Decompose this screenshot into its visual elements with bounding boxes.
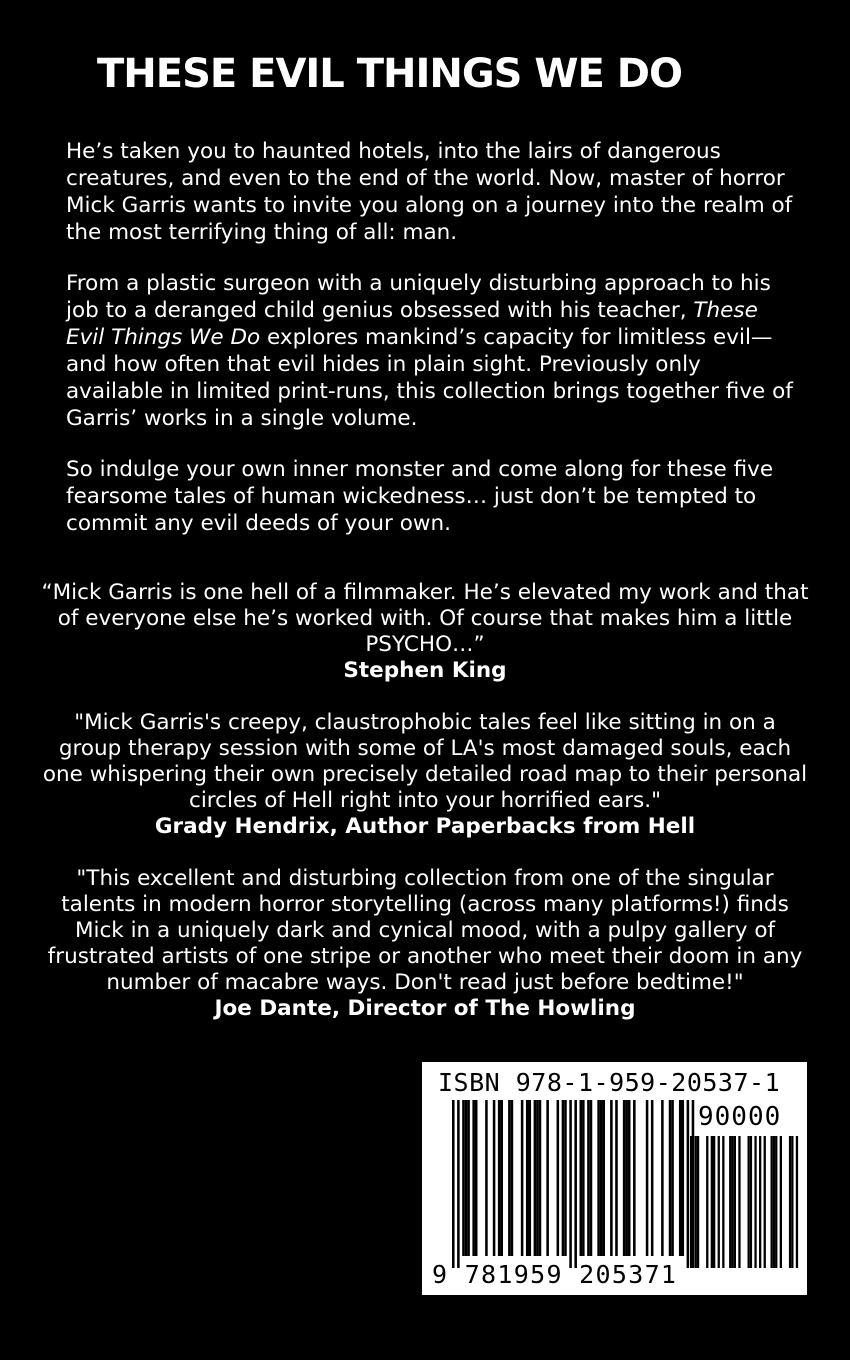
barcode-bar [623,1100,626,1256]
barcode-bar [625,1100,628,1256]
addon-bar [711,1136,713,1268]
barcode-bar [498,1100,501,1256]
book-title: THESE EVIL THINGS WE DO [97,51,682,97]
price-addon-label: 90000 [698,1102,782,1132]
addon-bar [731,1136,733,1268]
barcode-bar [580,1100,583,1256]
barcode-bar [557,1100,560,1256]
barcode-bar [511,1100,514,1256]
book-blurb [66,138,796,561]
barcode-bar [564,1100,567,1256]
barcode-bar [628,1100,631,1256]
blurb-paragraph-3: So indulge your own inner monster and come along for these five fearsome tales of human wickedness… just don’t be tempted to commit any evil deeds of your own. [66,457,774,536]
barcode-bar [610,1100,613,1256]
barcode-bar [671,1100,674,1256]
addon-bar [773,1136,775,1268]
barcode-bar [452,1100,455,1268]
barcode-bar [590,1100,593,1256]
barcode-bar [669,1100,672,1256]
addon-bar [759,1136,761,1268]
addon-bar [695,1136,697,1268]
barcode-bar [536,1100,539,1256]
barcode-bar [472,1100,475,1256]
addon-bar [718,1136,720,1268]
addon-bar [697,1136,699,1268]
barcode-bar [646,1100,649,1256]
addon-bar [729,1136,731,1268]
barcode-bar [602,1100,605,1256]
addon-bar [789,1136,791,1268]
barcode-bar [526,1100,529,1256]
addon-bar [750,1136,752,1268]
addon-bar [791,1136,793,1268]
barcode-bar [493,1100,496,1256]
barcode-bar [597,1100,600,1256]
blurb-p2-rest: explores mankind’s capacity for limitless evil—and how often that evil hides in plain sight. Previously only available in limited print-runs, this collection brings together five of Garris’ works in a single volume. [66,325,793,431]
barcode-bar [500,1100,503,1256]
addon-bar [748,1136,750,1268]
barcode-bar [508,1100,511,1256]
addon-bar [706,1136,708,1268]
addon-bar [738,1136,740,1268]
addon-bar [764,1136,766,1268]
addon-bar [780,1136,782,1268]
quote-text: “Mick Garris is one hell of a filmmaker. He’s elevated my work and that of everyone else he’s worked with. Of course that makes him a little PSYCHO…” [41,580,809,657]
barcode-bar [521,1100,524,1256]
barcode-bar [582,1100,585,1256]
addon-bar [775,1136,777,1268]
quote-text: "Mick Garris's creepy, claustrophobic tales feel like sitting in on a group therapy session with some of LA's most damaged souls, each one whispering their own precisely detailed road map to their personal circles of Hell right into your horrified ears." [42,710,808,813]
addon-bar [713,1136,715,1268]
barcode-bar [485,1100,488,1256]
barcode-bar [600,1100,603,1256]
blurb-paragraph-2 [66,270,796,432]
review-quotes [40,580,810,1048]
barcode-bar [467,1100,470,1256]
quote-text: "This excellent and disturbing collection from one of the singular talents in modern horror storytelling (across many platforms!) finds Mick in a uniquely dark and cynical mood, with a pulpy gallery of frustrated artists of one stripe or another who meet their doom in any number of macabre ways. Don't read just before bedtime!" [47,866,803,995]
review-quote-3 [40,866,810,1022]
barcode-bar [462,1100,465,1256]
barcode-bar [529,1100,532,1256]
isbn-label: ISBN 978-1-959-20537-1 [438,1068,781,1097]
barcode-bar [661,1100,664,1256]
blurb-p2-book-title: These Evil Things We Do [66,298,758,350]
addon-bar [754,1136,756,1268]
barcode-bar [475,1100,478,1256]
addon-bar [722,1136,724,1268]
barcode-bar [569,1100,572,1268]
blurb-p2-intro: From a plastic surgeon with a uniquely disturbing approach to his job to a deranged child genius obsessed with his teacher, [66,271,771,323]
quote-attribution: Joe Dante, Director of The Howling [214,996,636,1021]
barcode-bar [465,1100,468,1256]
barcode-bar [574,1100,577,1268]
ean-digits: 9 781959 205371 [432,1260,678,1289]
quote-attribution: Grady Hendrix, Author Paperbacks from Hell [154,814,696,839]
blurb-paragraph-1: He’s taken you to haunted hotels, into the lairs of dangerous creatures, and even to the end of the world. Now, master of horror Mick Garris wants to invite you along on a journey into the realm of the most terrifying thing of all: man. [66,139,793,245]
review-quote-2 [40,710,810,840]
barcode-bar [534,1100,537,1256]
quote-attribution: Stephen King [343,658,507,683]
barcode-bar [546,1100,549,1256]
addon-bar [734,1136,736,1268]
barcode-bar [587,1100,590,1256]
barcode-bar [615,1100,618,1256]
barcode-bar [562,1100,565,1256]
barcode-bar [679,1100,682,1256]
barcode-bar [457,1100,460,1268]
addon-bar [771,1136,773,1268]
addon-bar [690,1136,692,1268]
review-quote-1 [40,580,810,684]
isbn-barcode [422,1062,807,1295]
barcode-bar [651,1100,654,1256]
barcode-bar [633,1100,636,1256]
barcode-bar [682,1100,685,1256]
barcode-bar [687,1100,690,1268]
barcode-bar [539,1100,542,1256]
addon-bar [796,1136,798,1268]
